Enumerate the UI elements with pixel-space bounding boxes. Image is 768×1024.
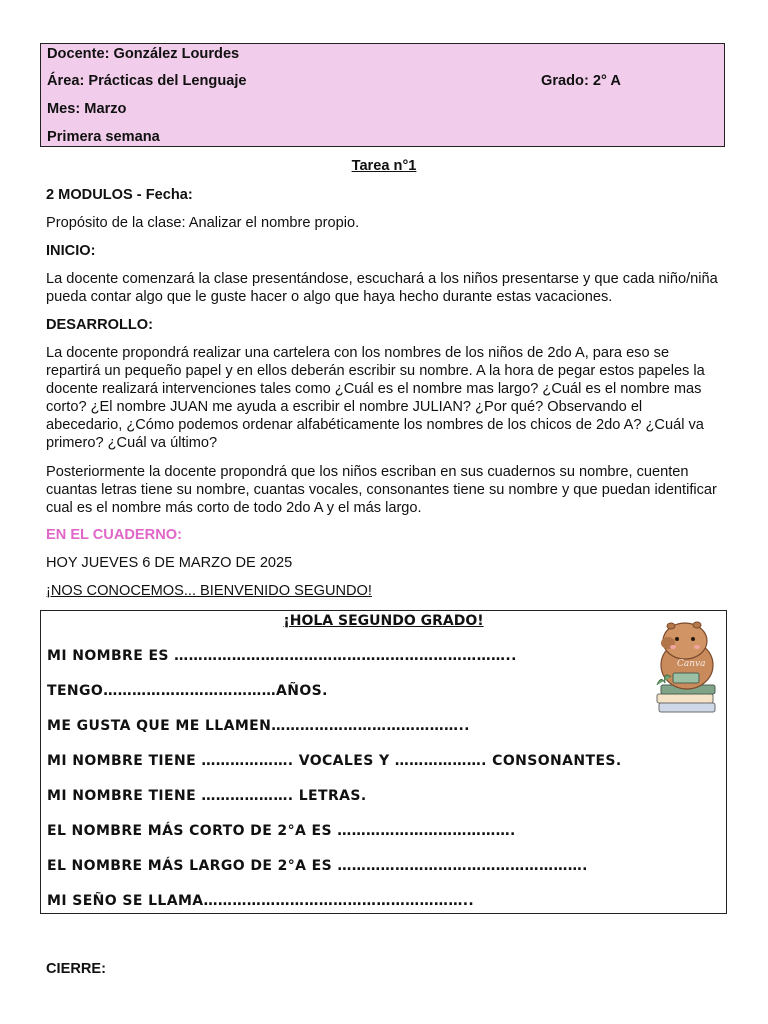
card-line-seno: MI SEÑO SE LLAMA……………………………………………….. [47, 893, 475, 909]
cuaderno-heading: EN EL CUADERNO: [46, 527, 182, 543]
header-box [40, 43, 725, 147]
card-line-nombre: MI NOMBRE ES …………………………………………………………….. [47, 648, 517, 664]
bienvenida-line: ¡NOS CONOCEMOS... BIENVENIDO SEGUNDO! [46, 583, 372, 599]
modulos-line: 2 MODULOS - Fecha: [46, 187, 193, 203]
card-title: ¡HOLA SEGUNDO GRADO! [283, 613, 484, 629]
grado-label: Grado: 2° A [541, 73, 621, 89]
card-line-edad: TENGO………………………………AÑOS. [47, 683, 328, 699]
area-label: Área: Prácticas del Lenguaje [47, 73, 247, 89]
desarrollo-text: La docente propondrá realizar una cartelera con los nombres de los niños de 2do A, para eso se repartirá un pequeño papel y en ellos deberán escribir su nombre. A la hora de pegar estos papeles la docente realizará intervenciones tales como ¿Cuál es el nombre mas largo? ¿Cuál es el nombre mas corto? ¿El nombre JUAN me ayuda a escribir el nombre JULIAN? ¿Por qué? Observando el abecedario, ¿Cómo podemos ordenar alfabéticamente los nombres de los chicos de 2do A? ¿Cuál va primero? ¿Cuál va último? [46, 345, 705, 451]
sticker-watermark: Canva [677, 659, 706, 669]
card-line-corto: EL NOMBRE MÁS CORTO DE 2°A ES ………………………………. [47, 823, 516, 839]
desarrollo-heading: DESARROLLO: [46, 317, 154, 333]
page-title: Tarea n°1 [351, 158, 417, 174]
posteriormente-text: Posteriormente la docente propondrá que los niños escriban en sus cuadernos su nombre, cuenten cuantas letras tiene su nombre, cuantas vocales, consonantes tiene su nombre y que puedan identificar cual es el nombre más corto de todo 2do A y el más largo. [46, 464, 717, 516]
inicio-heading: INICIO: [46, 243, 96, 259]
card-line-largo: EL NOMBRE MÁS LARGO DE 2°A ES ……………………………………………. [47, 858, 588, 874]
mes-label: Mes: Marzo [47, 101, 127, 117]
inicio-text: La docente comenzará la clase presentándose, escuchará a los niños presentarse y que cada niño/niña pueda contar algo que le guste hacer o algo que haya hecho durante estas vacaciones. [46, 271, 718, 305]
card-line-letras: MI NOMBRE TIENE ………………. LETRAS. [47, 788, 367, 804]
cierre-heading: CIERRE: [46, 961, 106, 977]
card-line-vocales: MI NOMBRE TIENE ………………. VOCALES Y ………………. CONSONANTES. [47, 753, 622, 769]
docente-label: Docente: González Lourdes [47, 46, 240, 62]
semana-label: Primera semana [47, 129, 160, 145]
fecha-line: HOY JUEVES 6 DE MARZO DE 2025 [46, 555, 293, 571]
card-line-apodo: ME GUSTA QUE ME LLAMEN………………………………….. [47, 718, 470, 734]
worksheet-card [40, 610, 727, 914]
proposito-line: Propósito de la clase: Analizar el nombre propio. [46, 215, 360, 231]
